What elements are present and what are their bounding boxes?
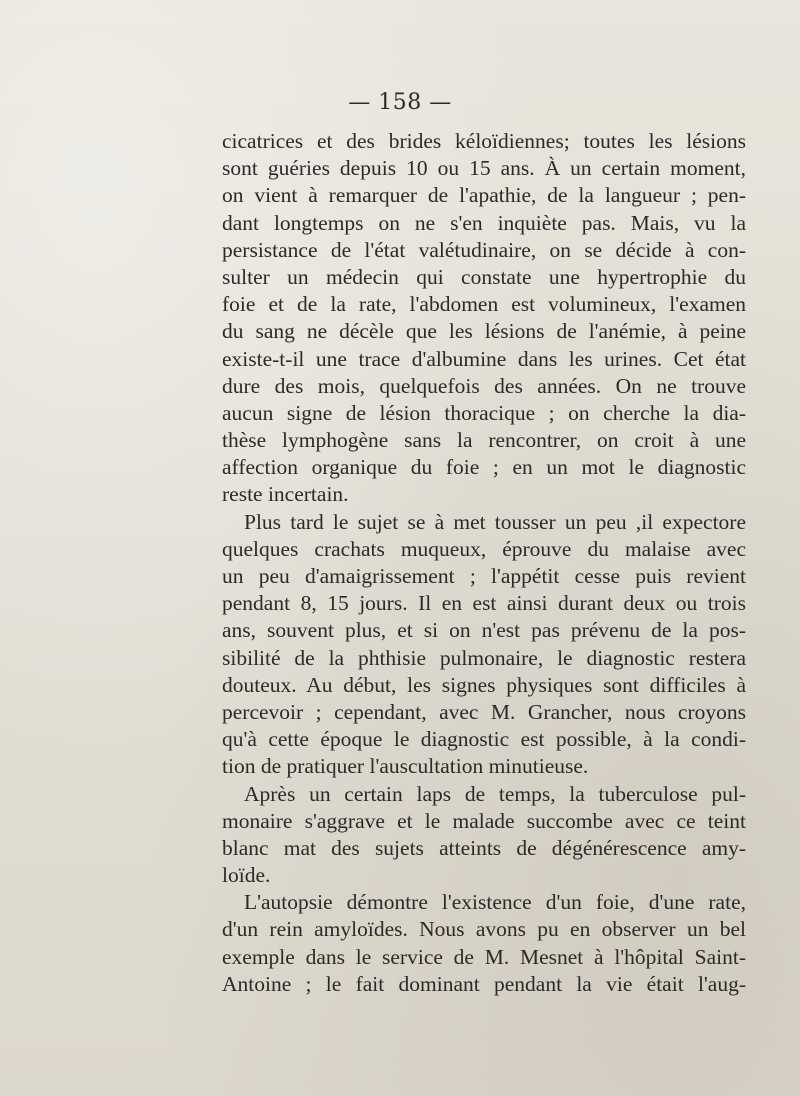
text-line: Après un certain laps de temps, la tuberculose pul- xyxy=(244,781,746,806)
text-line: foie et de la rate, l'abdomen est volumineux, l'examen xyxy=(222,292,746,317)
text-line: monaire s'aggrave et le malade succombe avec ce teint xyxy=(222,808,746,833)
text-line: tion de pratiquer l'auscultation minutieuse. xyxy=(222,754,589,779)
text-line: dure des mois, quelquefois des années. On ne trouve xyxy=(222,373,746,398)
text-line: loïde. xyxy=(222,863,271,888)
text-line: douteux. Au début, les signes physiques sont difficiles à xyxy=(222,672,746,697)
body-text xyxy=(222,128,746,998)
text-line: quelques crachats muqueux, éprouve du malaise avec xyxy=(222,536,746,561)
text-line: qu'à cette époque le diagnostic est possible, à la condi- xyxy=(222,727,746,752)
text-line: percevoir ; cependant, avec M. Grancher, nous croyons xyxy=(222,699,746,724)
text-line: exemple dans le service de M. Mesnet à l'hôpital Saint- xyxy=(222,944,746,969)
text-line: persistance de l'état valétudinaire, on se décide à con- xyxy=(222,237,746,262)
text-line: du sang ne décèle que les lésions de l'anémie, à peine xyxy=(222,319,746,344)
paragraph xyxy=(222,889,746,998)
text-line: sont guéries depuis 10 ou 15 ans. À un certain moment, xyxy=(222,156,746,181)
text-line: blanc mat des sujets atteints de dégénérescence amy- xyxy=(222,835,746,860)
paragraph xyxy=(222,128,746,509)
text-line: affection organique du foie ; en un mot le diagnostic xyxy=(222,455,746,480)
text-line: thèse lymphogène sans la rencontrer, on croit à une xyxy=(222,428,746,453)
text-line: cicatrices et des brides kéloïdiennes; toutes les lésions xyxy=(222,129,746,153)
text-line: sibilité de la phthisie pulmonaire, le diagnostic restera xyxy=(222,645,746,670)
text-line: on vient à remarquer de l'apathie, de la langueur ; pen- xyxy=(222,183,746,208)
page-number: — 158 — xyxy=(348,90,452,115)
text-line: aucun signe de lésion thoracique ; on cherche la dia- xyxy=(222,400,746,425)
text-line: sulter un médecin qui constate une hypertrophie du xyxy=(222,264,746,289)
text-line: Antoine ; le fait dominant pendant la vie était l'aug- xyxy=(222,971,746,996)
text-line: Plus tard le sujet se à met tousser un peu ,il expectore xyxy=(244,509,746,534)
paragraph xyxy=(222,509,746,781)
text-line: existe-t-il une trace d'albumine dans les urines. Cet état xyxy=(222,346,746,371)
text-line: ans, souvent plus, et si on n'est pas prévenu de la pos- xyxy=(222,618,746,643)
text-line: pendant 8, 15 jours. Il en est ainsi durant deux ou trois xyxy=(222,591,746,616)
text-line: dant longtemps on ne s'en inquiète pas. Mais, vu la xyxy=(222,210,746,235)
text-line: L'autopsie démontre l'existence d'un foie, d'une rate, xyxy=(244,890,746,915)
text-line: reste incertain. xyxy=(222,482,349,507)
paragraph xyxy=(222,781,746,890)
text-line: un peu d'amaigrissement ; l'appétit cesse puis revient xyxy=(222,564,746,588)
text-line: d'un rein amyloïdes. Nous avons pu en observer un bel xyxy=(222,917,746,942)
